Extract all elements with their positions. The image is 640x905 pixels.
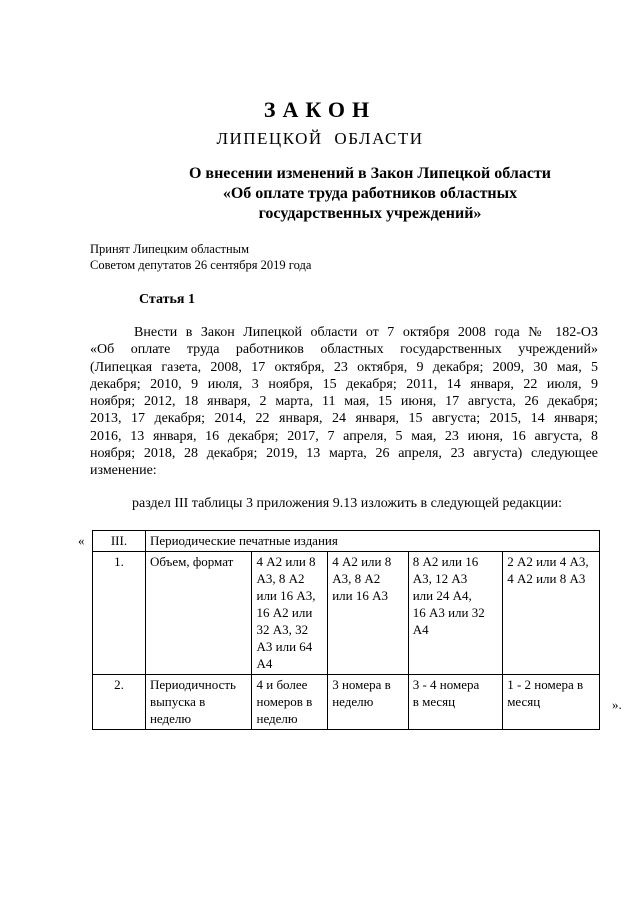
article-body — [90, 324, 598, 480]
cell-line: 3 номера в — [332, 677, 391, 692]
cell-line: или 16 А3, — [256, 588, 316, 603]
cell-line: или 16 А3 — [332, 588, 388, 603]
row-parameter — [145, 675, 252, 730]
cell-line: в месяц — [412, 694, 456, 709]
section-title: Периодические печатные издания — [145, 531, 599, 552]
table-cell — [408, 675, 502, 730]
cell-line: месяц — [507, 694, 541, 709]
adoption-note — [90, 241, 311, 273]
adoption-line: Принят Липецким областным — [90, 242, 249, 256]
table-cell — [328, 552, 409, 675]
article-line: (Липецкая газета, 2008, 17 октября, 23 октября, 9 декабря; 2009, 30 мая, 5 — [90, 359, 598, 375]
cell-line: неделю — [256, 711, 298, 726]
cell-line: 16 А2 или — [256, 605, 313, 620]
quote-close-mark: ». — [612, 697, 622, 712]
cell-line: А3, 12 А3 — [412, 571, 468, 586]
article-line: ноября; 2012, 18 января, 2 марта, 11 мая, 15 июня, 17 августа, 26 декабря; — [90, 394, 598, 410]
row-parameter — [145, 552, 252, 675]
cell-line: 32 А3, 32 — [256, 622, 309, 637]
cell-line: неделю — [149, 711, 192, 726]
cell-line: Объем, формат — [149, 554, 234, 569]
article-line: «Об оплате труда работников областных государственных учреждений» — [90, 342, 598, 358]
table-row — [93, 675, 600, 730]
amendment-table — [92, 530, 600, 730]
cell-line: А4 — [412, 622, 429, 637]
article-heading: Статья 1 — [139, 292, 195, 307]
article-line: 2013, 17 декабря; 2014, 22 января, 24 января, 15 августа; 2015, 14 января; — [90, 411, 598, 427]
cell-line: 3 - 4 номера — [412, 677, 480, 692]
table-row — [93, 552, 600, 675]
cell-line: или 24 А4, — [412, 588, 472, 603]
table-cell — [503, 552, 600, 675]
law-subject — [160, 164, 580, 224]
adoption-line: Советом депутатов 26 сентября 2019 года — [90, 258, 312, 272]
cell-line: 8 А2 или 16 — [412, 554, 479, 569]
cell-line: А3, 8 А2 — [256, 571, 305, 586]
article-line: 2016, 13 января, 16 декабря; 2017, 7 апреля, 5 мая, 23 июня, 16 августа, 8 — [90, 428, 598, 444]
amendment-instruction: раздел III таблицы 3 приложения 9.13 изложить в следующей редакции: — [132, 496, 562, 511]
subject-line: «Об оплате труда работников областных — [222, 185, 518, 202]
cell-line: 1 - 2 номера в — [507, 677, 584, 692]
table-cell — [328, 675, 409, 730]
table-cell — [408, 552, 502, 675]
cell-line: 16 А3 или 32 — [412, 605, 485, 620]
table-section-row — [93, 531, 600, 552]
cell-line: Периодичность — [149, 677, 236, 692]
quote-open-mark: « — [78, 533, 85, 548]
cell-line: 4 и более — [256, 677, 308, 692]
cell-line: 4 А2 или 8 А3 — [507, 571, 586, 586]
article-line: декабря; 2010, 9 июля, 3 ноября, 15 декабря; 2011, 14 января, 22 июля, 9 — [90, 376, 598, 392]
table-cell — [252, 552, 328, 675]
row-number: 2. — [93, 675, 146, 730]
cell-line: выпуска в — [149, 694, 206, 709]
subject-line: государственных учреждений» — [258, 205, 482, 222]
cell-line: А3, 8 А2 — [332, 571, 381, 586]
cell-line: А3 или 64 — [256, 639, 313, 654]
cell-line: А4 — [256, 656, 273, 671]
cell-line: 4 А2 или 8 — [256, 554, 316, 569]
cell-line: 2 А2 или 4 А3, — [507, 554, 589, 569]
section-number: III. — [93, 531, 146, 552]
cell-line: номеров в — [256, 694, 313, 709]
article-line: ноября; 2018, 28 декабря; 2019, 13 марта, 26 апреля, 23 августа) следующее — [90, 446, 598, 462]
table-cell — [503, 675, 600, 730]
row-number: 1. — [93, 552, 146, 675]
table-cell — [252, 675, 328, 730]
subject-line: О внесении изменений в Закон Липецкой области — [188, 165, 552, 182]
article-line: Внести в Закон Липецкой области от 7 октября 2008 года № 182-ОЗ — [134, 325, 598, 340]
cell-line: 4 А2 или 8 — [332, 554, 392, 569]
article-line: изменение: — [90, 463, 157, 479]
cell-line: неделю — [332, 694, 374, 709]
law-region: ЛИПЕЦКОЙ ОБЛАСТИ — [216, 129, 424, 148]
law-title: ЗАКОН — [263, 97, 377, 122]
